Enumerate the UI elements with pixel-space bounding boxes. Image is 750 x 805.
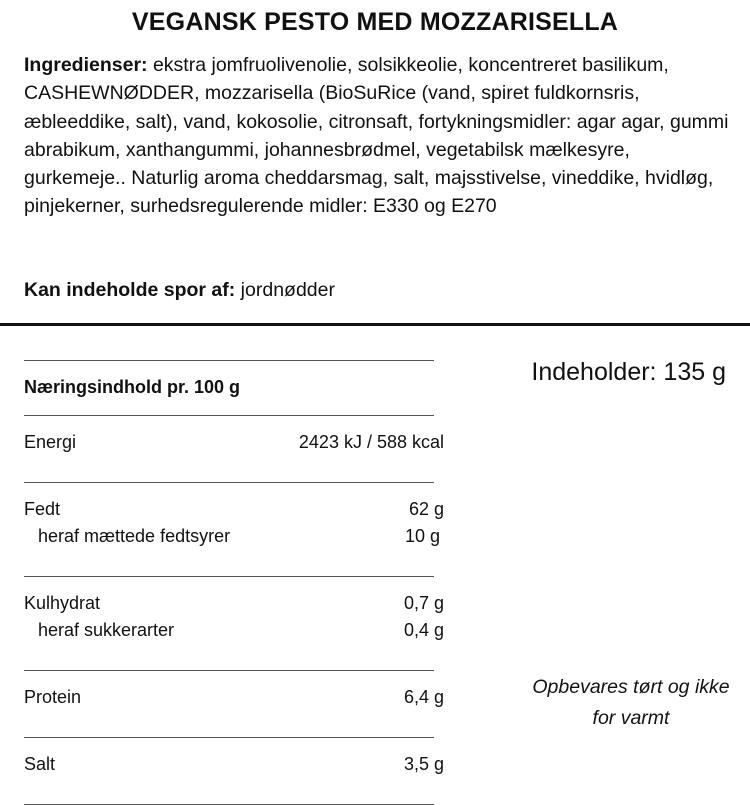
fat-value: 62 g (408, 499, 444, 519)
traces-label: Kan indeholde spor af: (24, 279, 236, 301)
energy-value: 2423 kJ / 588 kcal (298, 432, 444, 452)
carbs-value: 0,7 g (403, 593, 444, 613)
energy-label: Energi (24, 432, 77, 452)
fat-label: Fedt (24, 499, 61, 519)
sugars-label: heraf sukkerarter (38, 620, 175, 640)
nutrition-row-saturated (24, 523, 440, 550)
salt-value: 3,5 g (403, 754, 444, 774)
nutrition-group-energy (24, 429, 444, 483)
nutrition-group-carbs (24, 590, 444, 671)
nutrition-header-label: Næringsindhold pr. 100 g (24, 377, 241, 397)
nutrition-row-fat (24, 496, 444, 523)
nutrition-header (24, 361, 434, 416)
nutrition-row-energy (24, 429, 444, 456)
ingredients-label: Ingredienser: (24, 54, 148, 76)
ingredients-list: ekstra jomfruolivenolie, solsikkeolie, koncentreret basilikum, CASHEWNØDDER, mozzarisella (BioSuRice (vand, spiret fuldkornsris, æbleeddike, salt), vand, kokosolie, citronsaft, fortykningsmidler: agar agar, gummi abrabikum, xanthangummi, johannesbrødmel, vegetabilsk mælkesyre, gurkemeje.. Naturlig aroma cheddarsmag, salt, majsstivelse, vineddike, hvidløg, pinjekerner, surhedsregulerende midler: E330 og E270 (24, 54, 729, 218)
saturated-value: 10 g (404, 526, 440, 546)
carbs-label: Kulhydrat (24, 593, 101, 613)
traces-value: jordnødder (235, 279, 335, 301)
nutrition-row-carbs (24, 590, 444, 617)
nutrition-row-salt (24, 751, 444, 778)
ingredients-text (24, 51, 736, 221)
allergen-traces (24, 276, 736, 304)
nutrition-row-protein (24, 684, 444, 711)
sugars-value: 0,4 g (403, 620, 444, 640)
storage-line-1: Opbevares tørt og ikke (532, 676, 730, 698)
storage-line-2: for varmt (592, 707, 670, 729)
saturated-label: heraf mættede fedtsyrer (38, 526, 231, 546)
product-title: VEGANSK PESTO MED MOZZARISELLA (131, 8, 619, 36)
nutrition-table (24, 360, 444, 805)
nutrition-group-salt (24, 751, 444, 805)
nutrition-row-sugars (24, 617, 444, 644)
storage-instructions (505, 672, 750, 734)
nutrition-group-fat (24, 496, 444, 577)
net-contents: Indeholder: 135 g (531, 358, 726, 386)
protein-label: Protein (24, 687, 82, 707)
section-divider (0, 323, 750, 326)
salt-label: Salt (24, 754, 56, 774)
nutrition-group-protein (24, 684, 444, 738)
protein-value: 6,4 g (403, 687, 444, 707)
